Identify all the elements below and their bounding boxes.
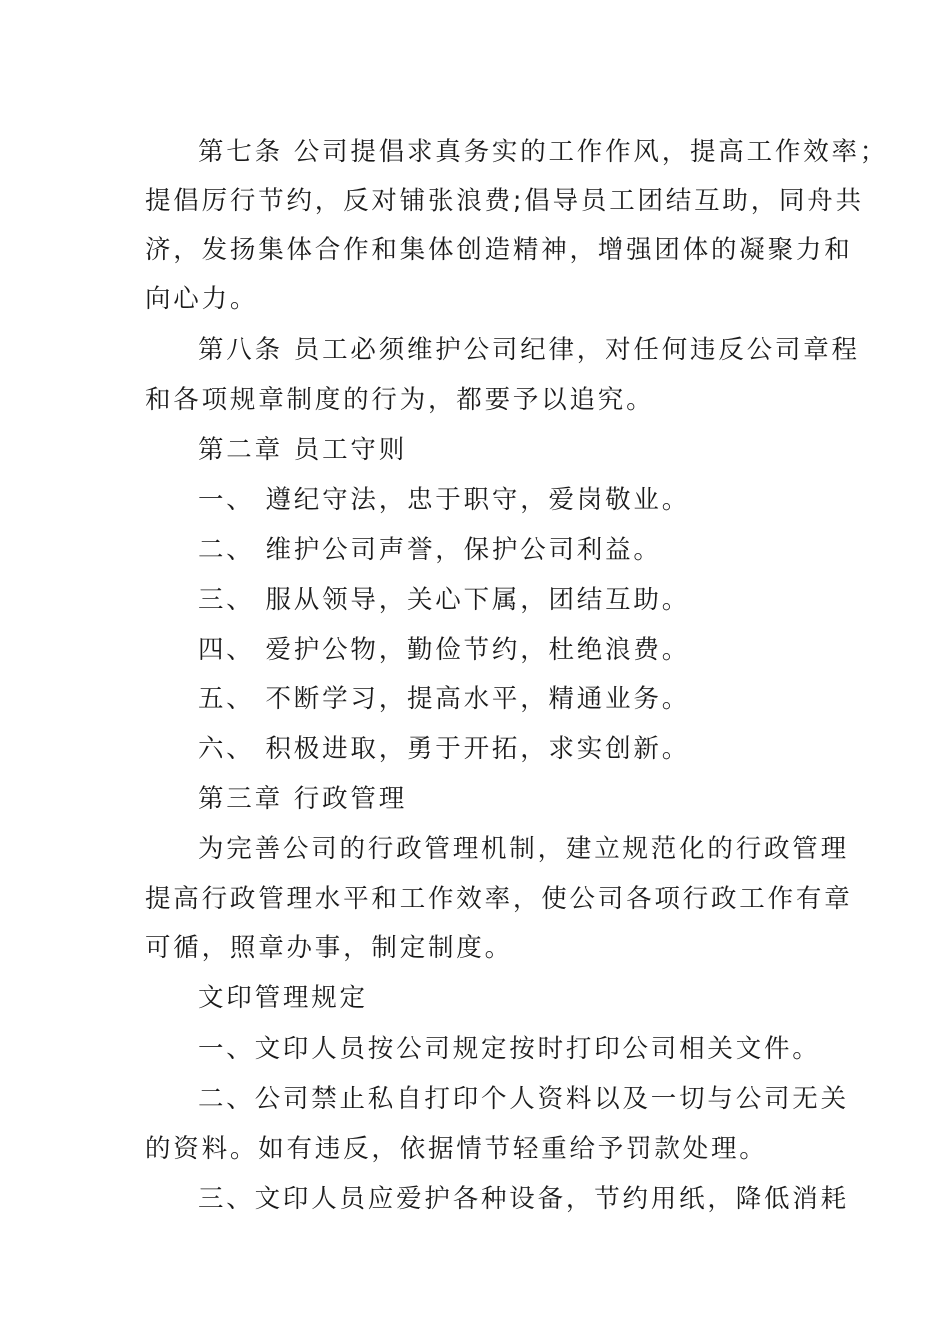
list-item: 三、 服从领导，关心下属，团结互助。 bbox=[198, 585, 691, 615]
text-line: 第八条 员工必须维护公司纪律，对任何违反公司章程 bbox=[198, 335, 860, 365]
chapter-heading: 第三章 行政管理 bbox=[198, 784, 408, 814]
text-line: 可循，照章办事，制定制度。 bbox=[145, 933, 513, 963]
chapter-heading: 第二章 员工守则 bbox=[198, 435, 408, 465]
list-item: 六、 积极进取，勇于开拓，求实创新。 bbox=[198, 734, 691, 764]
text-line: 济，发扬集体合作和集体创造精神，增强团体的凝聚力和 bbox=[145, 235, 853, 265]
list-item: 五、 不断学习，提高水平，精通业务。 bbox=[198, 684, 691, 714]
text-line: 提倡厉行节约，反对铺张浪费;倡导员工团结互助，同舟共 bbox=[145, 186, 864, 216]
text-line: 和各项规章制度的行为，都要予以追究。 bbox=[145, 385, 655, 415]
text-line: 向心力。 bbox=[145, 284, 259, 314]
list-item: 四、 爱护公物，勤俭节约，杜绝浪费。 bbox=[198, 635, 691, 665]
text-line: 的资料。如有违反，依据情节轻重给予罚款处理。 bbox=[145, 1134, 768, 1164]
text-line: 三、文印人员应爱护各种设备，节约用纸，降低消耗 bbox=[198, 1184, 849, 1214]
list-item: 一、 遵纪守法，忠于职守，爱岗敬业。 bbox=[198, 485, 691, 515]
text-line: 一、文印人员按公司规定按时打印公司相关文件。 bbox=[198, 1034, 821, 1064]
list-item: 二、 维护公司声誉，保护公司利益。 bbox=[198, 535, 662, 565]
text-line: 二、公司禁止私自打印个人资料以及一切与公司无关 bbox=[198, 1084, 849, 1114]
text-line: 提高行政管理水平和工作效率，使公司各项行政工作有章 bbox=[145, 884, 853, 914]
section-heading: 文印管理规定 bbox=[198, 983, 368, 1013]
text-line: 第七条 公司提倡求真务实的工作作风，提高工作效率； bbox=[198, 137, 889, 167]
text-line: 为完善公司的行政管理机制，建立规范化的行政管理 bbox=[198, 834, 849, 864]
